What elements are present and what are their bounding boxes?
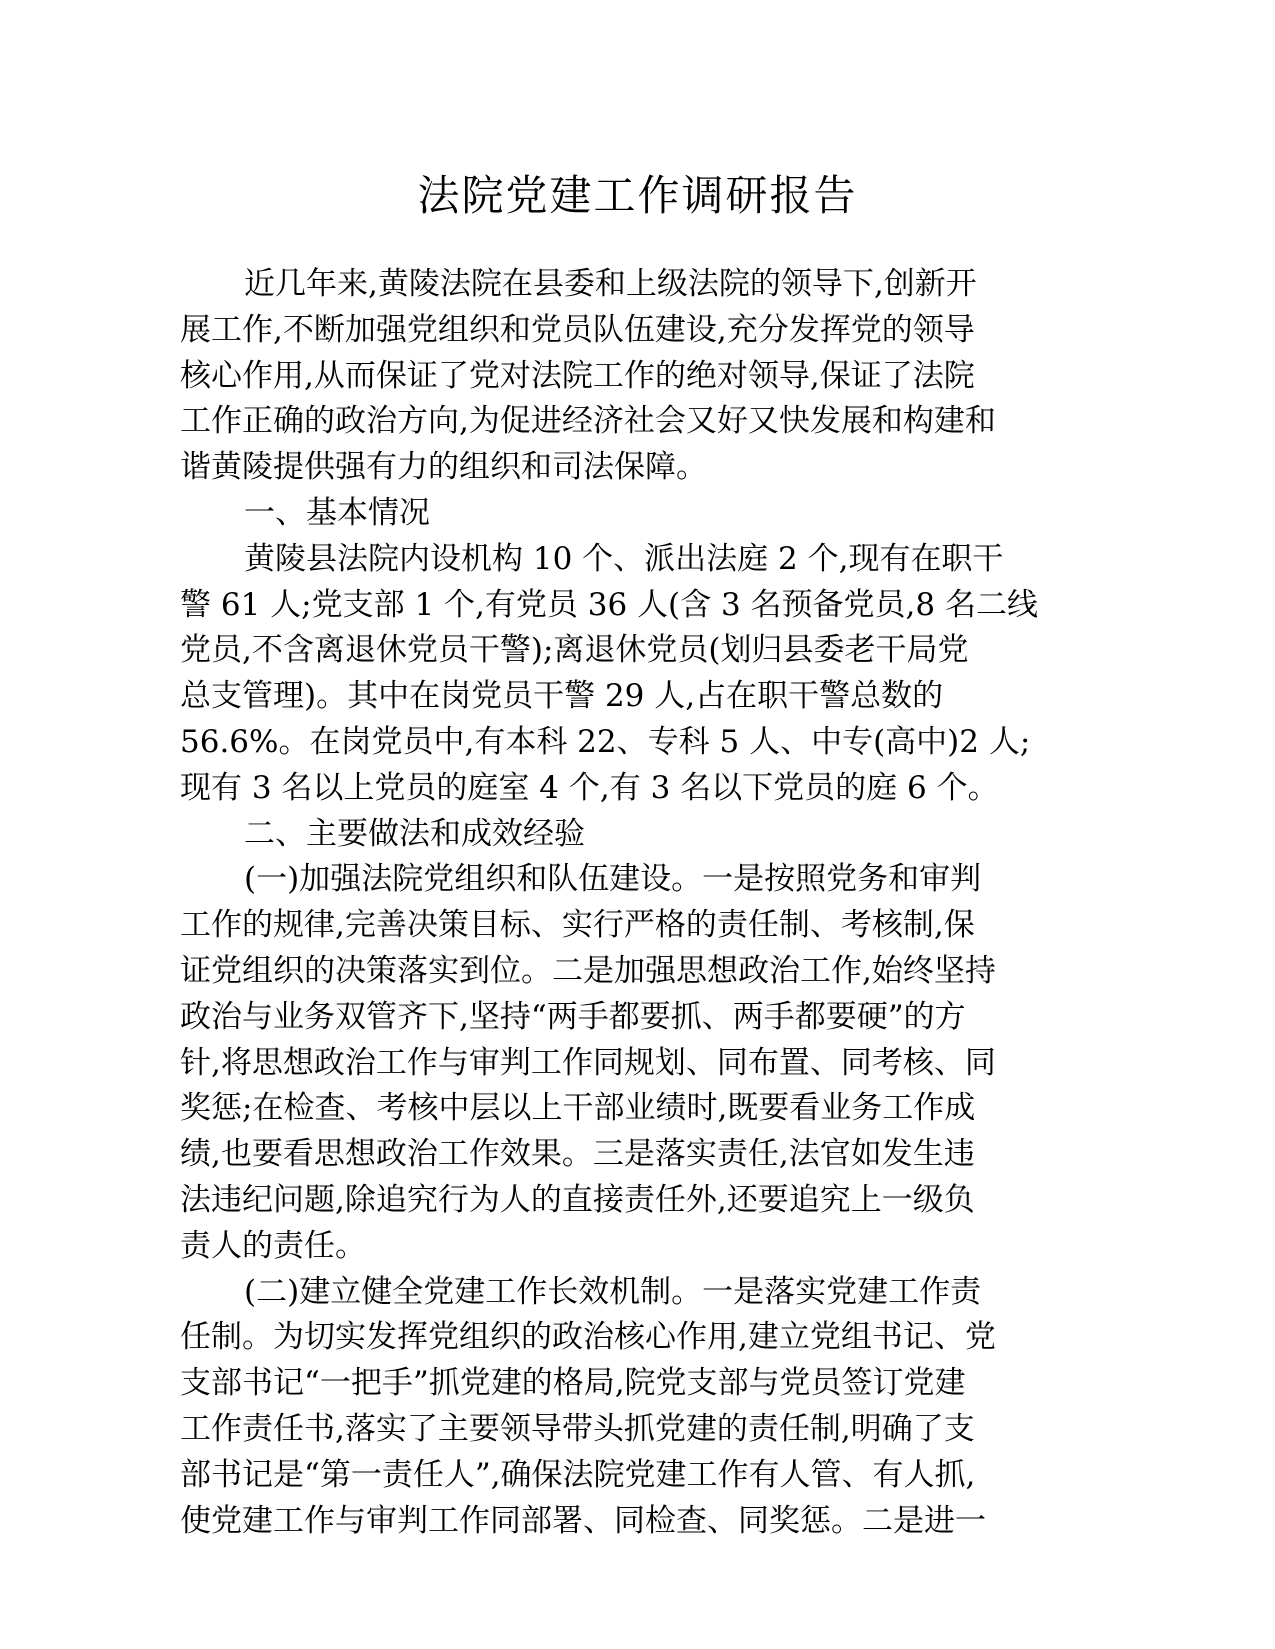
text-line: 展工作,不断加强党组织和党员队伍建设,充分发挥党的领导 xyxy=(180,311,975,348)
text-line: (一)加强法院党组织和队伍建设。一是按照党务和审判 xyxy=(244,861,982,898)
text-line: 责人的责任。 xyxy=(180,1227,366,1264)
text-line: 谐黄陵提供强有力的组织和司法保障。 xyxy=(180,449,707,486)
text-line: 使党建工作与审判工作同部署、同检查、同奖惩。二是进一 xyxy=(180,1502,986,1539)
text-line: 法违纪问题,除追究行为人的直接责任外,还要追究上一级负 xyxy=(180,1181,975,1218)
text-line: 部书记是“第一责任人”,确保法院党建工作有人管、有人抓, xyxy=(180,1456,976,1493)
text-line: 工作责任书,落实了主要领导带头抓党建的责任制,明确了支 xyxy=(180,1410,975,1447)
text-line: 针,将思想政治工作与审判工作同规划、同布置、同考核、同 xyxy=(180,1044,996,1081)
text-line: 警 61 人;党支部 1 个,有党员 36 人(含 3 名预备党员,8 名二线 xyxy=(180,586,1038,623)
text-line: 绩,也要看思想政治工作效果。三是落实责任,法官如发生违 xyxy=(180,1136,975,1173)
text-line: 工作的规律,完善决策目标、实行严格的责任制、考核制,保 xyxy=(180,907,975,944)
text-line: 支部书记“一把手”抓党建的格局,院党支部与党员签订党建 xyxy=(180,1365,966,1402)
text-line: 党员,不含离退休党员干警);离退休党员(划归县委老干局党 xyxy=(180,632,969,669)
text-line: 任制。为切实发挥党组织的政治核心作用,建立党组书记、党 xyxy=(180,1319,996,1356)
document-body xyxy=(180,262,1060,1544)
text-line: 总支管理)。其中在岗党员干警 29 人,占在职干警总数的 xyxy=(180,678,944,715)
text-line: 工作正确的政治方向,为促进经济社会又好又快发展和构建和 xyxy=(180,403,996,440)
text-line: 政治与业务双管齐下,坚持“两手都要抓、两手都要硬”的方 xyxy=(180,998,966,1035)
document-title: 法院党建工作调研报告 xyxy=(417,171,858,220)
text-line: 黄陵县法院内设机构 10 个、派出法庭 2 个,现有在职干 xyxy=(244,540,1004,577)
text-line: 近几年来,黄陵法院在县委和上级法院的领导下,创新开 xyxy=(244,266,977,302)
text-line: 核心作用,从而保证了党对法院工作的绝对领导,保证了法院 xyxy=(180,357,975,394)
text-line: 奖惩;在检查、考核中层以上干部业绩时,既要看业务工作成 xyxy=(180,1090,976,1127)
text-line: 一、基本情况 xyxy=(244,494,430,531)
text-line: 证党组织的决策落实到位。二是加强思想政治工作,始终坚持 xyxy=(180,952,996,989)
text-line: 56.6%。在岗党员中,有本科 22、专科 5 人、中专(高中)2 人; xyxy=(180,723,1031,760)
text-line: 二、主要做法和成效经验 xyxy=(244,815,585,852)
text-line: 现有 3 名以上党员的庭室 4 个,有 3 名以下党员的庭 6 个。 xyxy=(180,769,999,806)
text-line: (二)建立健全党建工作长效机制。一是落实党建工作责 xyxy=(244,1273,982,1310)
